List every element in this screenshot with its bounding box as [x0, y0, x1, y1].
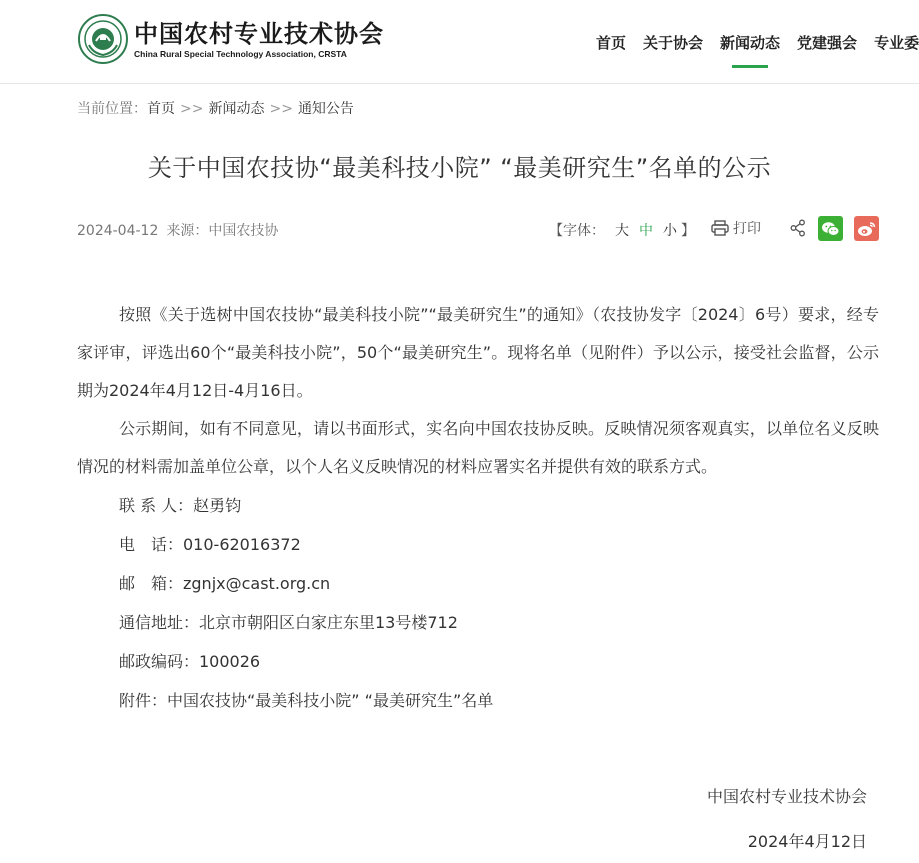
main-nav	[596, 32, 919, 53]
print-button[interactable]	[711, 218, 761, 238]
article-body	[77, 296, 879, 720]
breadcrumb-home[interactable]: 首页	[147, 101, 175, 117]
article-source: 来源：中国农技协	[166, 223, 279, 239]
breadcrumb-news[interactable]: 新闻动态	[208, 101, 265, 117]
contact-email: 邮 箱：zgnjx@cast.org.cn	[119, 574, 331, 593]
font-size-control	[549, 220, 695, 240]
share-icon[interactable]	[790, 219, 806, 241]
breadcrumb-separator: >>	[269, 101, 293, 117]
breadcrumb-notices[interactable]: 通知公告	[297, 101, 354, 117]
signature-organization: 中国农村专业技术协会	[706, 787, 867, 806]
attachment-link[interactable]: 附件：中国农技协“最美科技小院” “最美研究生”名单	[119, 691, 494, 710]
site-logo[interactable]	[78, 14, 384, 64]
font-size-large[interactable]: 大	[615, 223, 629, 239]
publish-date: 2024-04-12	[77, 223, 159, 239]
print-label: 打印	[733, 221, 761, 237]
nav-item-home[interactable]: 首页	[596, 34, 627, 52]
article-title: 关于中国农技协“最美科技小院” “最美研究生”名单的公示	[147, 154, 772, 182]
printer-icon	[711, 220, 729, 236]
logo-chinese-name: 中国农村专业技术协会	[134, 18, 384, 48]
breadcrumb-prefix: 当前位置：	[77, 101, 147, 117]
nav-item-about[interactable]: 关于协会	[643, 34, 704, 52]
font-size-medium[interactable]: 中	[639, 223, 653, 239]
contact-person: 联 系 人：赵勇钧	[119, 496, 242, 515]
nav-item-committees[interactable]: 专业委	[874, 34, 919, 52]
breadcrumb-separator: >>	[180, 101, 204, 117]
nav-item-news[interactable]: 新闻动态	[720, 34, 781, 52]
article-paragraph: 按照《关于选树中国农技协“最美科技小院”“最美研究生”的通知》（农技协发字〔2024〕6号）要求，经专家评审，评选出60个“最美科技小院”，50个“最美研究生”。现将名单（见附件）予以公示，接受社会监督，公示期为2024年4月12日-4月16日。	[77, 305, 879, 400]
contact-postcode: 邮政编码：100026	[119, 652, 261, 671]
font-size-bracket: 】	[681, 223, 695, 239]
logo-english-name: China Rural Special Technology Association, CRSTA	[134, 48, 347, 59]
article-meta	[77, 218, 879, 240]
nav-item-party-building[interactable]: 党建强会	[797, 34, 858, 52]
signature-date: 2024年4月12日	[747, 832, 867, 851]
wechat-icon[interactable]	[818, 216, 843, 241]
contact-address: 通信地址：北京市朝阳区白家庄东里13号楼712	[119, 613, 458, 632]
article-paragraph: 公示期间，如有不同意见，请以书面形式，实名向中国农技协反映。反映情况须客观真实，以单位名义反映情况的材料需加盖单位公章，以个人名义反映情况的材料应署实名并提供有效的联系方式。	[77, 419, 879, 476]
font-size-small[interactable]: 小	[663, 223, 677, 239]
weibo-icon[interactable]	[854, 216, 879, 241]
breadcrumb	[77, 98, 354, 118]
contact-phone: 电 话：010-62016372	[119, 535, 301, 554]
font-size-label: 【字体：	[549, 223, 605, 239]
association-emblem-icon	[78, 14, 128, 64]
site-header	[0, 0, 919, 84]
